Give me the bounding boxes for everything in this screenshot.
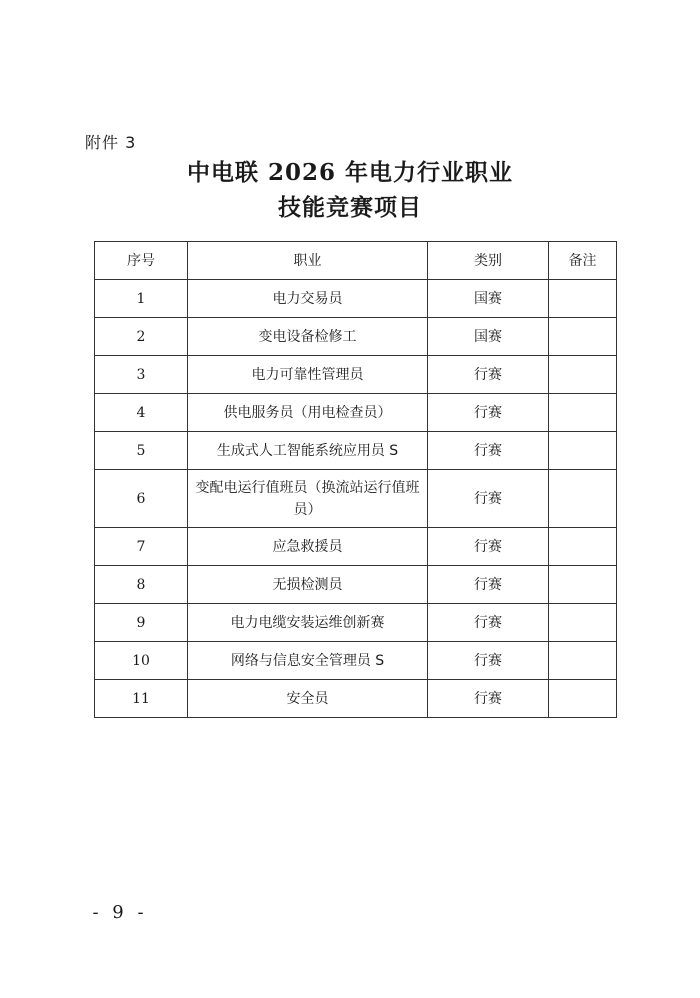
row-job: 变配电运行值班员（换流站运行值班员）	[188, 470, 428, 528]
row-job: 网络与信息安全管理员 S	[188, 642, 428, 680]
row-job: 变电设备检修工	[188, 318, 428, 356]
row-note	[549, 318, 617, 356]
document-title-line-2: 技能竞赛项目	[278, 194, 422, 221]
row-seq: 9	[95, 604, 188, 642]
table-row	[95, 470, 617, 528]
header-job: 职业	[188, 242, 428, 280]
page-number: - 9 -	[92, 902, 148, 923]
row-category: 行赛	[428, 642, 549, 680]
row-category: 行赛	[428, 528, 549, 566]
row-category: 行赛	[428, 432, 549, 470]
row-note	[549, 680, 617, 718]
row-job: 电力可靠性管理员	[188, 356, 428, 394]
row-note	[549, 470, 617, 528]
table-row	[95, 566, 617, 604]
table-row	[95, 280, 617, 318]
attachment-label: 附件 3	[85, 133, 137, 152]
table-row	[95, 642, 617, 680]
table-row	[95, 356, 617, 394]
row-category: 国赛	[428, 280, 549, 318]
row-seq: 5	[95, 432, 188, 470]
document-title-line-1: 中电联 2026 年电力行业职业	[186, 159, 514, 186]
row-job: 电力交易员	[188, 280, 428, 318]
row-category: 行赛	[428, 680, 549, 718]
table-row	[95, 318, 617, 356]
row-job: 安全员	[188, 680, 428, 718]
row-seq: 1	[95, 280, 188, 318]
row-seq: 10	[95, 642, 188, 680]
row-note	[549, 604, 617, 642]
table-row	[95, 394, 617, 432]
header-seq: 序号	[95, 242, 188, 280]
table-row	[95, 432, 617, 470]
row-seq: 4	[95, 394, 188, 432]
row-note	[549, 432, 617, 470]
row-category: 行赛	[428, 604, 549, 642]
table-row	[95, 528, 617, 566]
header-note: 备注	[549, 242, 617, 280]
row-seq: 11	[95, 680, 188, 718]
row-note	[549, 280, 617, 318]
row-seq: 8	[95, 566, 188, 604]
row-category: 行赛	[428, 566, 549, 604]
competition-items-table	[94, 241, 617, 718]
row-category: 行赛	[428, 470, 549, 528]
row-job: 生成式人工智能系统应用员 S	[188, 432, 428, 470]
row-note	[549, 394, 617, 432]
row-seq: 3	[95, 356, 188, 394]
row-job: 应急救援员	[188, 528, 428, 566]
row-note	[549, 566, 617, 604]
row-job: 供电服务员（用电检查员）	[188, 394, 428, 432]
row-category: 行赛	[428, 394, 549, 432]
row-note	[549, 356, 617, 394]
row-note	[549, 642, 617, 680]
row-seq: 6	[95, 470, 188, 528]
row-seq: 2	[95, 318, 188, 356]
row-category: 行赛	[428, 356, 549, 394]
header-category: 类别	[428, 242, 549, 280]
row-seq: 7	[95, 528, 188, 566]
table-header-row	[95, 242, 617, 280]
row-note	[549, 528, 617, 566]
row-job: 无损检测员	[188, 566, 428, 604]
table-row	[95, 604, 617, 642]
table-row	[95, 680, 617, 718]
row-category: 国赛	[428, 318, 549, 356]
row-job: 电力电缆安装运维创新赛	[188, 604, 428, 642]
